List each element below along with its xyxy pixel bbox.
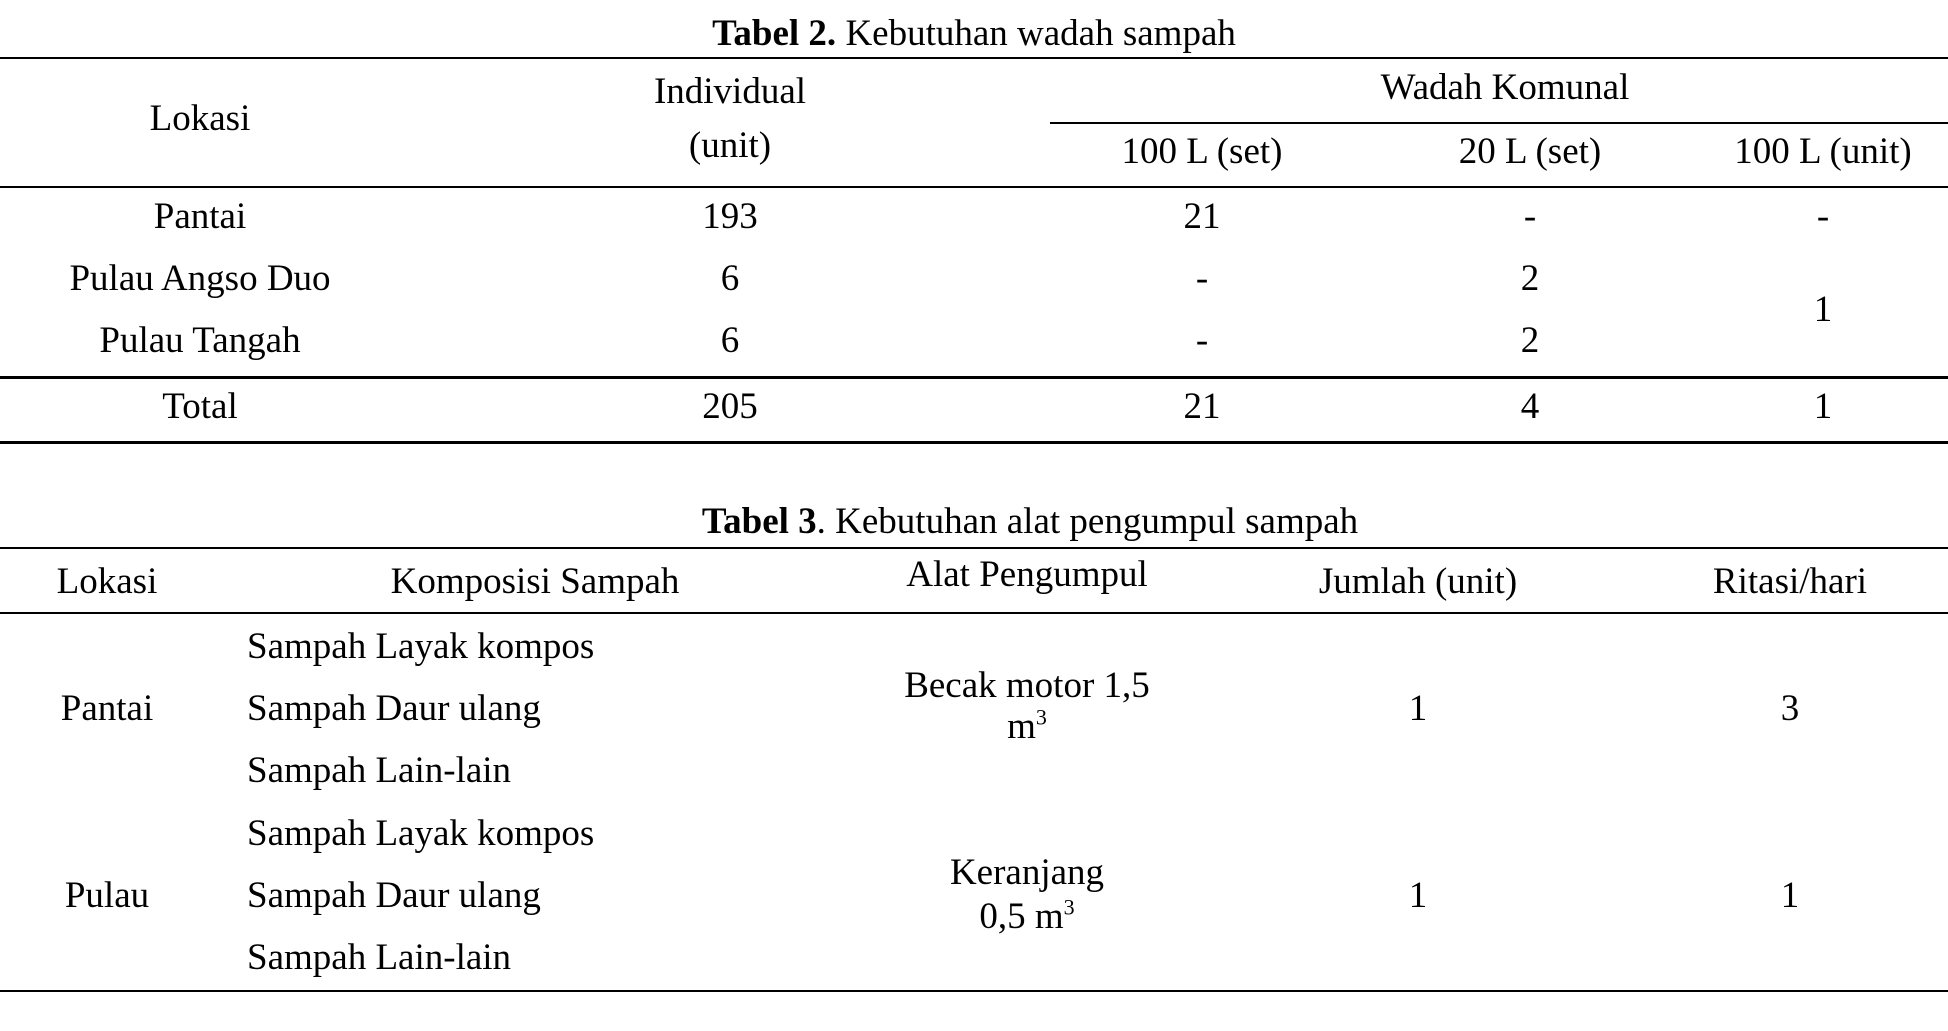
cell-alat-line1: Becak motor 1,5	[904, 665, 1150, 706]
cell-alat-line2	[979, 895, 1074, 938]
cell-komposisi-item: Sampah Lain-lain	[247, 750, 512, 791]
cell-lokasi: Pulau Tangah	[99, 320, 301, 361]
cell-komposisi-item: Sampah Layak kompos	[247, 813, 595, 854]
cell-individual: 193	[702, 196, 758, 237]
total-100l-set: 21	[1183, 386, 1221, 427]
cell-ritasi: 1	[1780, 875, 1800, 916]
cell-alat-line2	[1007, 705, 1047, 748]
header-individual: Individual	[653, 71, 807, 112]
header-jumlah: Jumlah (unit)	[1318, 561, 1518, 602]
komunal-rule	[1050, 122, 1948, 124]
header-20l-set: 20 L (set)	[1458, 131, 1602, 172]
total-100l-unit: 1	[1813, 386, 1833, 427]
header-individual-unit: (unit)	[688, 125, 772, 166]
cell-komposisi-item: Sampah Daur ulang	[247, 688, 541, 729]
bottom-rule	[0, 441, 1948, 444]
cell-lokasi: Pulau Angso Duo	[69, 258, 331, 299]
alat-unit: m	[1007, 706, 1036, 747]
table2-caption	[712, 12, 1236, 55]
caption-text: Kebutuhan wadah sampah	[836, 13, 1236, 54]
header-lokasi: Lokasi	[56, 561, 158, 602]
cell-lokasi: Pulau	[64, 875, 150, 916]
cell-alat-line1: Keranjang	[949, 852, 1105, 893]
cell-100l-unit: -	[1816, 196, 1830, 237]
cell-lokasi: Pantai	[60, 688, 154, 729]
cell-20l-set: 2	[1520, 320, 1540, 361]
header-lokasi: Lokasi	[149, 98, 251, 139]
caption-label: Tabel 3	[701, 501, 817, 542]
header-100l-set: 100 L (set)	[1121, 131, 1283, 172]
alat-unit: 0,5 m	[979, 896, 1064, 937]
total-rule	[0, 376, 1948, 379]
cell-komposisi-item: Sampah Lain-lain	[247, 937, 512, 978]
header-ritasi: Ritasi/hari	[1712, 561, 1868, 602]
cell-ritasi: 3	[1780, 688, 1800, 729]
total-label: Total	[162, 386, 238, 427]
cell-komposisi-item: Sampah Daur ulang	[247, 875, 541, 916]
header-rule	[0, 612, 1948, 614]
cell-komposisi-item: Sampah Layak kompos	[247, 626, 595, 667]
cell-100l-unit-merged: 1	[1813, 289, 1833, 330]
cell-100l-set: -	[1195, 320, 1209, 361]
top-rule	[0, 547, 1948, 549]
header-100l-unit: 100 L (unit)	[1734, 131, 1912, 172]
header-wadah-komunal: Wadah Komunal	[1380, 67, 1630, 108]
header-komposisi: Komposisi Sampah	[390, 561, 680, 602]
header-alat: Alat Pengumpul	[906, 554, 1148, 595]
cell-jumlah: 1	[1408, 688, 1428, 729]
cell-100l-set: -	[1195, 258, 1209, 299]
cell-lokasi: Pantai	[153, 196, 247, 237]
total-20l-set: 4	[1520, 386, 1540, 427]
cell-20l-set: -	[1523, 196, 1537, 237]
caption-text: . Kebutuhan alat pengumpul sampah	[816, 501, 1359, 542]
cell-individual: 6	[720, 320, 740, 361]
table3-caption	[702, 500, 1358, 543]
total-individual: 205	[702, 386, 758, 427]
caption-label: Tabel 2.	[712, 13, 837, 54]
alat-unit-exponent: 3	[1035, 704, 1047, 730]
cell-jumlah: 1	[1408, 875, 1428, 916]
cell-100l-set: 21	[1183, 196, 1221, 237]
top-rule	[0, 57, 1948, 59]
header-rule	[0, 186, 1948, 188]
alat-unit-exponent: 3	[1063, 894, 1075, 920]
bottom-rule	[0, 990, 1948, 992]
cell-individual: 6	[720, 258, 740, 299]
cell-20l-set: 2	[1520, 258, 1540, 299]
